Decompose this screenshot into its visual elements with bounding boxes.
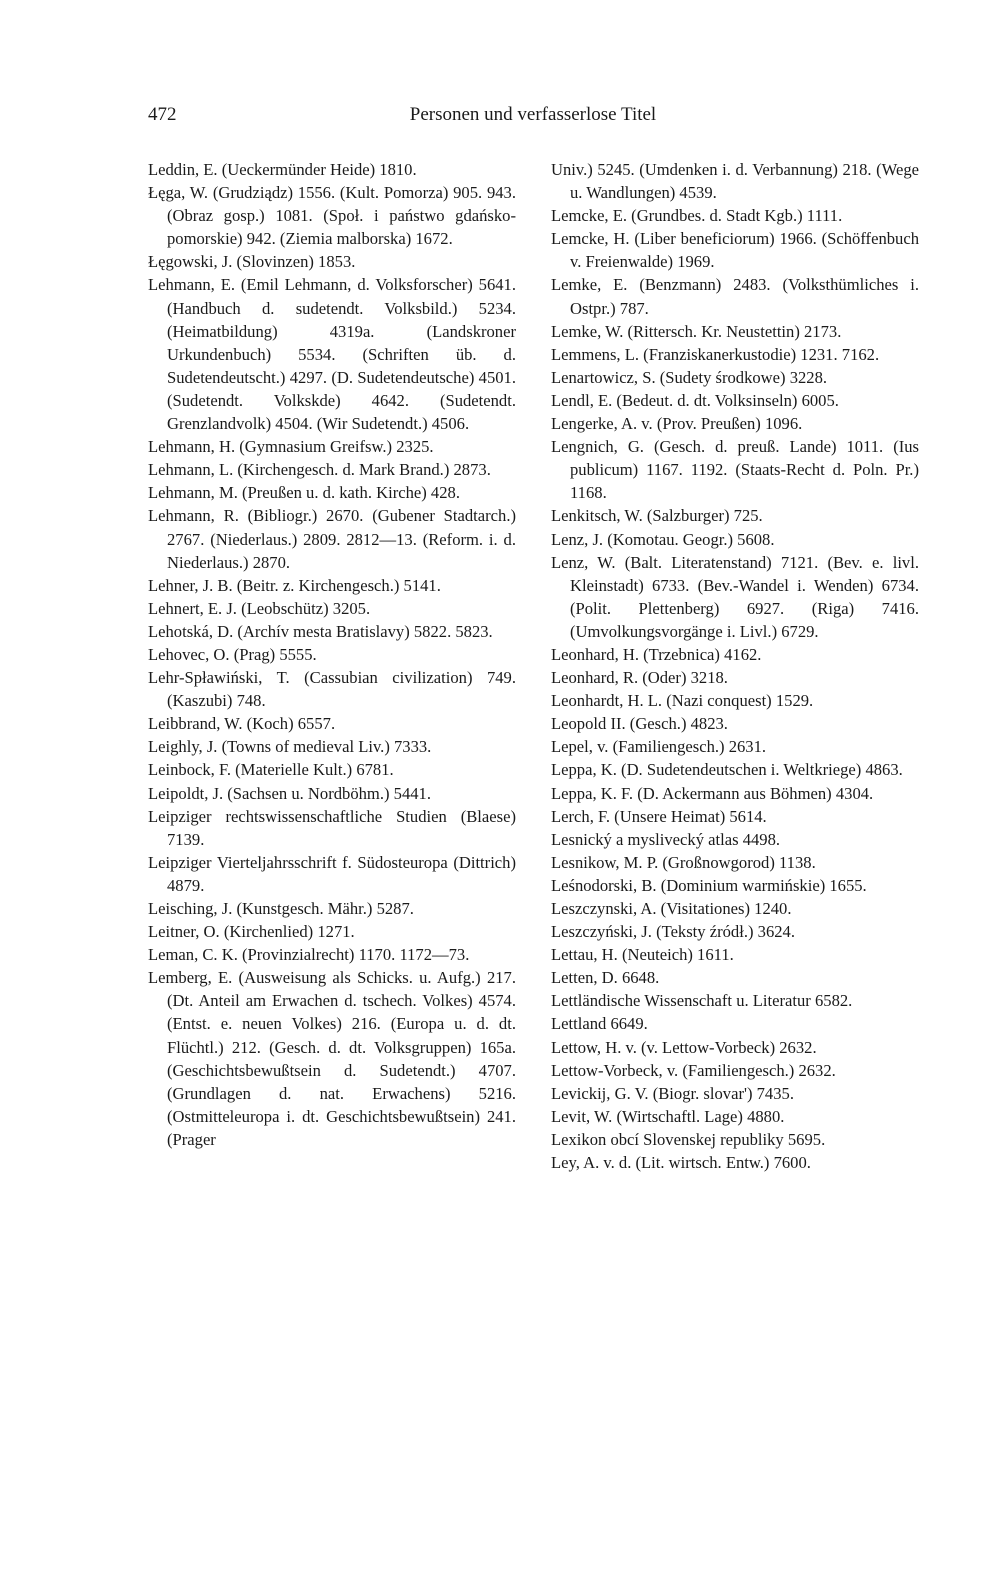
index-column-left — [148, 158, 516, 1151]
index-entry: Leszczyński, J. (Teksty źródł.) 3624. — [551, 922, 795, 942]
running-title: Personen und verfasserlose Titel — [409, 104, 657, 125]
index-entry: Leppa, K. F. (D. Ackermann aus Böhmen) 4304. — [551, 783, 874, 803]
index-entry: Leonhard, R. (Oder) 3218. — [551, 668, 728, 688]
index-entry: Lenartowicz, S. (Sudety środkowe) 3228. — [551, 367, 828, 387]
index-entry: Lettau, H. (Neuteich) 1611. — [551, 945, 734, 965]
index-entry: Leipziger rechtswissenschaftliche Studien (Blaese) 7139. — [148, 806, 516, 849]
index-column-right — [551, 158, 919, 1174]
index-entry: Lenz, W. (Balt. Literatenstand) 7121. (Bev. e. livl. Kleinstadt) 6733. (Bev.-Wandel i. Wenden) 6734. (Polit. Plettenberg) 6927. (Riga) 7416. (Umvolkungsvorgänge i. Livl.) 6729. — [551, 552, 919, 641]
index-entry: Lehmann, M. (Preußen u. d. kath. Kirche) 428. — [148, 483, 460, 503]
index-entry: Lehr-Spławiński, T. (Cassubian civilization) 749. (Kaszubi) 748. — [148, 668, 516, 711]
index-entry: Leipziger Vierteljahrsschrift f. Südosteuropa (Dittrich) 4879. — [148, 852, 516, 895]
index-entry: Levit, W. (Wirtschaftl. Lage) 4880. — [551, 1106, 785, 1126]
index-entry: Lesnikow, M. P. (Großnowgorod) 1138. — [551, 852, 816, 872]
index-entry: Lengnich, G. (Gesch. d. preuß. Lande) 1011. (Ius publicum) 1167. 1192. (Staats-Recht d. Poln. Pr.) 1168. — [551, 437, 919, 503]
index-entry: Lemcke, H. (Liber beneficiorum) 1966. (Schöffenbuch v. Freienwalde) 1969. — [551, 229, 919, 272]
index-entry: Leonhardt, H. L. (Nazi conquest) 1529. — [551, 691, 814, 711]
index-entry: Leśnodorski, B. (Dominium warmińskie) 1655. — [551, 875, 867, 895]
index-entry: Lettländische Wissenschaft u. Literatur 6582. — [551, 991, 853, 1011]
index-entry: Lepel, v. (Familiengesch.) 2631. — [551, 737, 767, 757]
index-entry: Leitner, O. (Kirchenlied) 1271. — [148, 922, 355, 942]
index-entry: Lemmens, L. (Franziskanerkustodie) 1231. 7162. — [551, 344, 880, 364]
index-entry: Univ.) 5245. (Umdenken i. d. Verbannung) 218. (Wege u. Wandlungen) 4539. — [551, 160, 919, 203]
index-entry: Levickij, G. V. (Biogr. slovar') 7435. — [551, 1083, 794, 1103]
index-entry: Lexikon obcí Slovenskej republiky 5695. — [551, 1129, 826, 1149]
index-entry: Lehmann, R. (Bibliogr.) 2670. (Gubener Stadtarch.) 2767. (Niederlaus.) 2809. 2812—13. (Reform. i. d. Niederlaus.) 2870. — [148, 506, 516, 572]
index-entry: Leman, C. K. (Provinzialrecht) 1170. 1172—73. — [148, 945, 470, 965]
index-entry: Leinbock, F. (Materielle Kult.) 6781. — [148, 760, 394, 780]
page-header — [148, 104, 918, 134]
index-entry: Letten, D. 6648. — [551, 968, 660, 988]
index-entry: Lemcke, E. (Grundbes. d. Stadt Kgb.) 1111. — [551, 206, 843, 226]
index-entry: Leopold II. (Gesch.) 4823. — [551, 714, 728, 734]
index-entry: Lemke, E. (Benzmann) 2483. (Volksthümliches i. Ostpr.) 787. — [551, 275, 919, 318]
index-entry: Leighly, J. (Towns of medieval Liv.) 7333. — [148, 737, 432, 757]
index-entry: Lengerke, A. v. (Prov. Preußen) 1096. — [551, 414, 803, 434]
index-entry: Lendl, E. (Bedeut. d. dt. Volksinseln) 6005. — [551, 390, 839, 410]
index-entry: Ley, A. v. d. (Lit. wirtsch. Entw.) 7600. — [551, 1153, 811, 1173]
index-entry: Lehmann, L. (Kirchengesch. d. Mark Brand.) 2873. — [148, 460, 491, 480]
index-entry: Łęga, W. (Grudziądz) 1556. (Kult. Pomorza) 905. 943. (Obraz gosp.) 1081. (Społ. i państwo gdańsko-pomorskie) 942. (Ziemia malborska) 1672. — [148, 183, 516, 249]
index-entry: Lenz, J. (Komotau. Geogr.) 5608. — [551, 529, 775, 549]
index-entry: Lemberg, E. (Ausweisung als Schicks. u. Aufg.) 217. (Dt. Anteil am Erwachen d. tschech. Volkes) 4574. (Entst. e. neuen Volkes) 216. (Europa u. d. dt. Flüchtl.) 212. (Gesch. d. dt. Volksgruppen) 165a. (Geschichtsbewußtsein d. Sudetendt.) 4707. (Grundlagen d. nat. Erwachens) 5216. (Ostmitteleuropa i. dt. Geschichtsbewußtsein) 241. (Prager — [148, 968, 516, 1149]
index-entry: Leibbrand, W. (Koch) 6557. — [148, 714, 336, 734]
index-entry: Lehnert, E. J. (Leobschütz) 3205. — [148, 598, 371, 618]
page-number: 472 — [148, 104, 177, 125]
index-entry: Łęgowski, J. (Slovinzen) 1853. — [148, 252, 356, 272]
index-entry: Lehotská, D. (Archív mesta Bratislavy) 5822. 5823. — [148, 621, 493, 641]
index-entry: Lesnický a myslivecký atlas 4498. — [551, 829, 781, 849]
index-entry: Lehner, J. B. (Beitr. z. Kirchengesch.) 5141. — [148, 575, 441, 595]
index-entry: Leisching, J. (Kunstgesch. Mähr.) 5287. — [148, 899, 414, 918]
index-entry: Lettow-Vorbeck, v. (Familiengesch.) 2632. — [551, 1060, 836, 1080]
index-entry: Lehmann, H. (Gymnasium Greifsw.) 2325. — [148, 437, 434, 457]
index-entry: Lerch, F. (Unsere Heimat) 5614. — [551, 806, 767, 826]
index-entry: Lettow, H. v. (v. Lettow-Vorbeck) 2632. — [551, 1037, 817, 1057]
index-entry: Lenkitsch, W. (Salzburger) 725. — [551, 506, 763, 526]
index-entry: Leppa, K. (D. Sudetendeutschen i. Weltkriege) 4863. — [551, 760, 903, 780]
index-entry: Leonhard, H. (Trzebnica) 4162. — [551, 644, 762, 664]
index-entry: Leddin, E. (Ueckermünder Heide) 1810. — [148, 160, 417, 179]
index-entry: Leszczynski, A. (Visitationes) 1240. — [551, 899, 792, 918]
index-entry: Lehmann, E. (Emil Lehmann, d. Volksforscher) 5641. (Handbuch d. sudetendt. Volksbild.) 5234. (Heimatbildung) 4319a. (Landskroner Urkundenbuch) 5534. (Schriften üb. d. Sudetendeutscht.) 4297. (D. Sudetendeutsche) 4501. (Sudetendt. Volkskde) 4642. (Sudetendt. Grenzlandvolk) 4504. (Wir Sudetendt.) 4506. — [148, 275, 516, 434]
index-entry: Lehovec, O. (Prag) 5555. — [148, 644, 317, 664]
index-entry: Leipoldt, J. (Sachsen u. Nordböhm.) 5441. — [148, 783, 431, 803]
index-entry: Lettland 6649. — [551, 1014, 648, 1034]
index-entry: Lemke, W. (Rittersch. Kr. Neustettin) 2173. — [551, 321, 842, 341]
